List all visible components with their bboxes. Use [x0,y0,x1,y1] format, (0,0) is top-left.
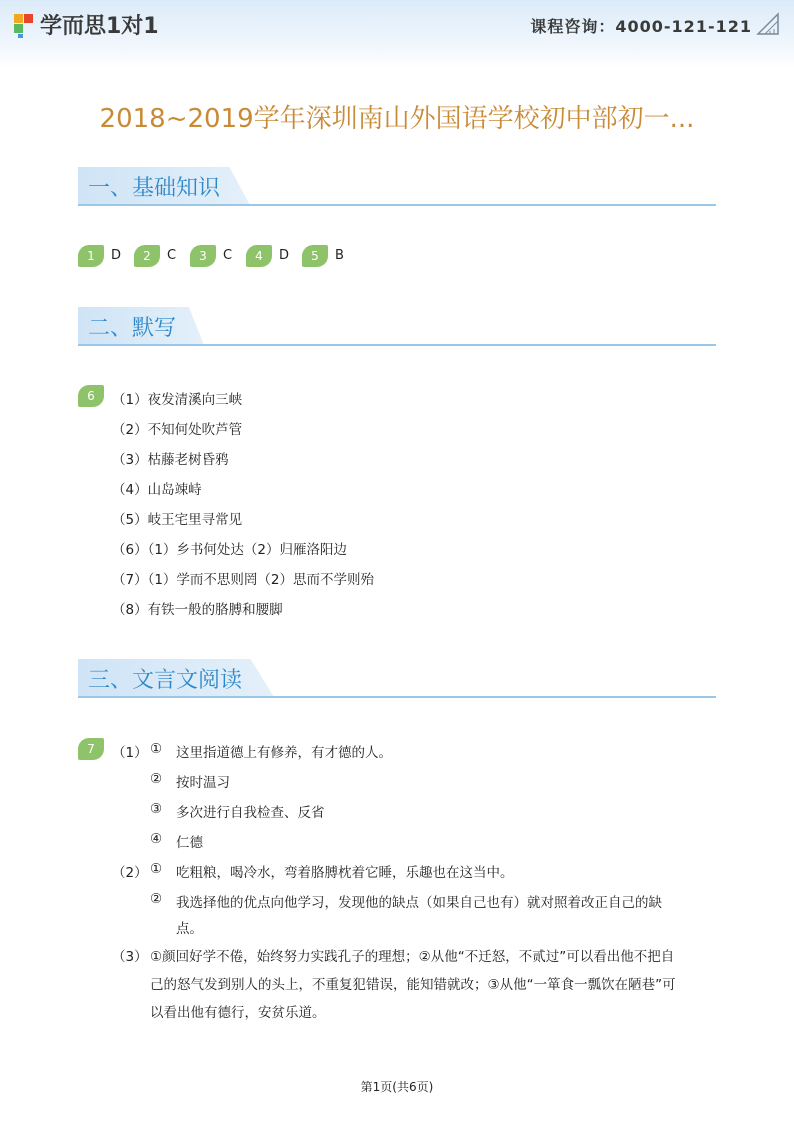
section-divider [78,696,716,698]
question-number-badge: 1 [78,245,104,267]
item-text: 这里指道德上有修养，有才德的人。 [176,745,392,761]
paragraph-line: 己的怒气发到别人的头上，不重复犯错误，能知错就改；③从他“一箪食一瓢饮在陋巷”可 [150,977,676,993]
section-header-basic [78,167,716,207]
dictation-line: （6）（1）乡书何处达（2）归雁洛阳边 [112,542,348,558]
dictation-line: （8）有铁一般的胳膊和腰脚 [112,602,283,618]
answer-value: B [335,248,344,263]
part-label: （3） [112,949,148,965]
dictation-line: （2）不知何处吹芦管 [112,422,243,438]
item-mark: ① [150,861,163,877]
hotline-text: 课程咨询：4000-121-121 [530,17,752,36]
item-mark: ① [150,741,163,757]
question-number-badge: 3 [190,245,216,267]
answer-value: D [279,248,290,263]
section-title: 一、基础知识 [88,176,221,201]
brand-name: 学而思1对1 [40,14,159,39]
dictation-line: （7）（1）学而不思则罔（2）思而不学则殆 [112,572,375,588]
item-mark: ② [150,891,163,907]
page-number: 第1页(共6页) [360,1080,434,1094]
part-label: （2） [112,865,148,881]
question-number-badge: 6 [78,385,104,407]
item-text: 按时温习 [176,775,230,791]
item-text-continued: 点。 [176,921,203,937]
question-number-badge: 5 [302,245,328,267]
brand-mark-icon [14,12,36,38]
item-text: 多次进行自我检查、反省 [176,805,325,821]
item-text: 我选择他的优点向他学习，发现他的缺点（如果自己也有）就对照着改正自己的缺 [176,895,662,911]
section-title: 三、文言文阅读 [88,668,243,693]
item-text: 仁德 [176,835,203,851]
item-mark: ② [150,771,163,787]
section-title: 二、默写 [88,316,177,341]
part-label: （1） [112,745,148,761]
dictation-line: （1）夜发清溪向三峡 [112,392,243,408]
question-number-badge: 7 [78,738,104,760]
dictation-line: （3）枯藤老树昏鸦 [112,452,229,468]
question-number-badge: 4 [246,245,272,267]
item-mark: ③ [150,801,163,817]
section-divider [78,204,716,206]
dictation-line: （4）山岛竦峙 [112,482,202,498]
ruler-triangle-icon [756,12,780,36]
paragraph-line: 以看出他有德行，安贫乐道。 [150,1005,326,1021]
paragraph-line: ①颜回好学不倦，始终努力实践孔子的理想；②从他“不迁怒，不贰过”可以看出他不把自 [150,949,675,965]
section-header-reading [78,659,716,699]
question-number-badge: 2 [134,245,160,267]
answer-value: D [111,248,122,263]
dictation-line: （5）岐王宅里寻常见 [112,512,243,528]
section-header-dictation [78,307,716,347]
section-divider [78,344,716,346]
answer-value: C [167,248,177,263]
brand-logo [14,9,159,40]
item-mark: ④ [150,831,163,847]
answer-value: C [223,248,233,263]
item-text: 吃粗粮，喝冷水，弯着胳膊枕着它睡，乐趣也在这当中。 [176,865,514,881]
document-title: 2018~2019学年深圳南山外国语学校初中部初一... [99,104,695,134]
